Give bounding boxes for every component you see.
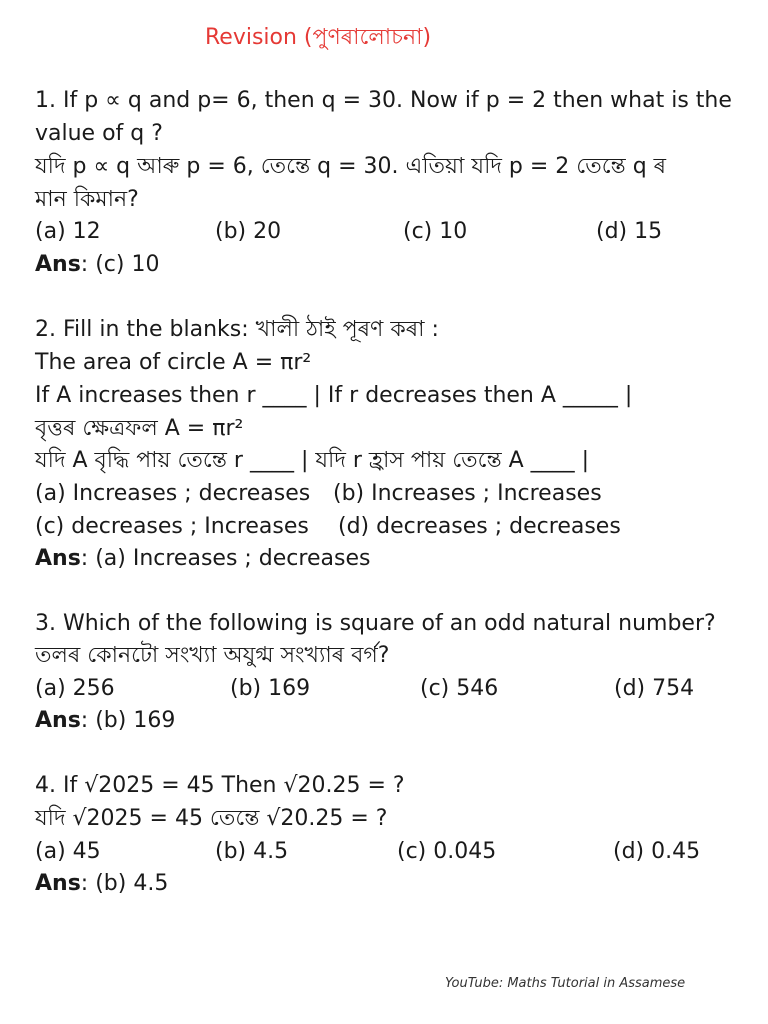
- option-a: (a) 45: [35, 839, 101, 864]
- question-text: 1. If p ∝ q and p= 6, then q = 30. Now if p = 2 then what is the: [35, 88, 732, 113]
- question-text: If A increases then r ____ | If r decreases then A _____ |: [35, 383, 633, 408]
- option-d: (d) 15: [596, 219, 663, 244]
- answer: [35, 706, 175, 736]
- question-text: The area of circle A = πr²: [35, 350, 312, 375]
- option-a: (a) Increases ; decreases: [35, 481, 311, 506]
- option-c: (c) 546: [420, 676, 499, 701]
- answer-label: Ans: [35, 871, 81, 896]
- answer-text: : (b) 169: [80, 708, 176, 733]
- answer-text: : (a) Increases ; decreases: [80, 546, 371, 571]
- option-b: (b) Increases ; Increases: [333, 481, 602, 506]
- question-text: 2. Fill in the blanks: খালী ঠাই পূৰণ কৰা :: [35, 317, 439, 342]
- question-text: তলৰ কোনটো সংখ্যা অযুগ্ম সংখ্যাৰ বৰ্গ?: [35, 643, 390, 668]
- question-text: value of q ?: [35, 121, 163, 146]
- answer-label: Ans: [35, 546, 81, 571]
- question-text: যদি p ∝ q আৰু p = 6, তেন্তে q = 30. এতিয়া যদি p = 2 তেন্তে q ৰ: [35, 154, 667, 179]
- question-text: যদি √2025 = 45 তেন্তে √20.25 = ?: [35, 806, 388, 831]
- answer: [35, 250, 159, 280]
- option-a: (a) 12: [35, 219, 101, 244]
- question-text: 4. If √2025 = 45 Then √20.25 = ?: [35, 773, 405, 798]
- footer-credit: YouTube: Maths Tutorial in Assamese: [445, 976, 686, 991]
- answer-text: : (c) 10: [80, 252, 160, 277]
- page-title: Revision (পুণৰালোচনা): [205, 25, 432, 50]
- question-text: মান কিমান?: [35, 187, 139, 212]
- option-d: (d) 754: [614, 676, 695, 701]
- option-b: (b) 20: [215, 219, 282, 244]
- option-b: (b) 4.5: [215, 839, 289, 864]
- question-text: বৃত্তৰ ক্ষেত্ৰফল A = πr²: [35, 416, 244, 441]
- option-b: (b) 169: [230, 676, 311, 701]
- option-d: (d) decreases ; decreases: [338, 514, 621, 539]
- answer: [35, 869, 168, 899]
- answer: [35, 544, 370, 574]
- question-text: যদি A বৃদ্ধি পায় তেন্তে r ____ | যদি r হ্ৰাস পায় তেন্তে A ____ |: [35, 448, 590, 473]
- answer-label: Ans: [35, 708, 81, 733]
- option-c: (c) 10: [403, 219, 468, 244]
- option-d: (d) 0.45: [613, 839, 701, 864]
- question-text: 3. Which of the following is square of an odd natural number?: [35, 611, 716, 636]
- option-c: (c) 0.045: [397, 839, 497, 864]
- answer-text: : (b) 4.5: [80, 871, 169, 896]
- answer-label: Ans: [35, 252, 81, 277]
- option-c: (c) decreases ; Increases: [35, 514, 309, 539]
- option-a: (a) 256: [35, 676, 115, 701]
